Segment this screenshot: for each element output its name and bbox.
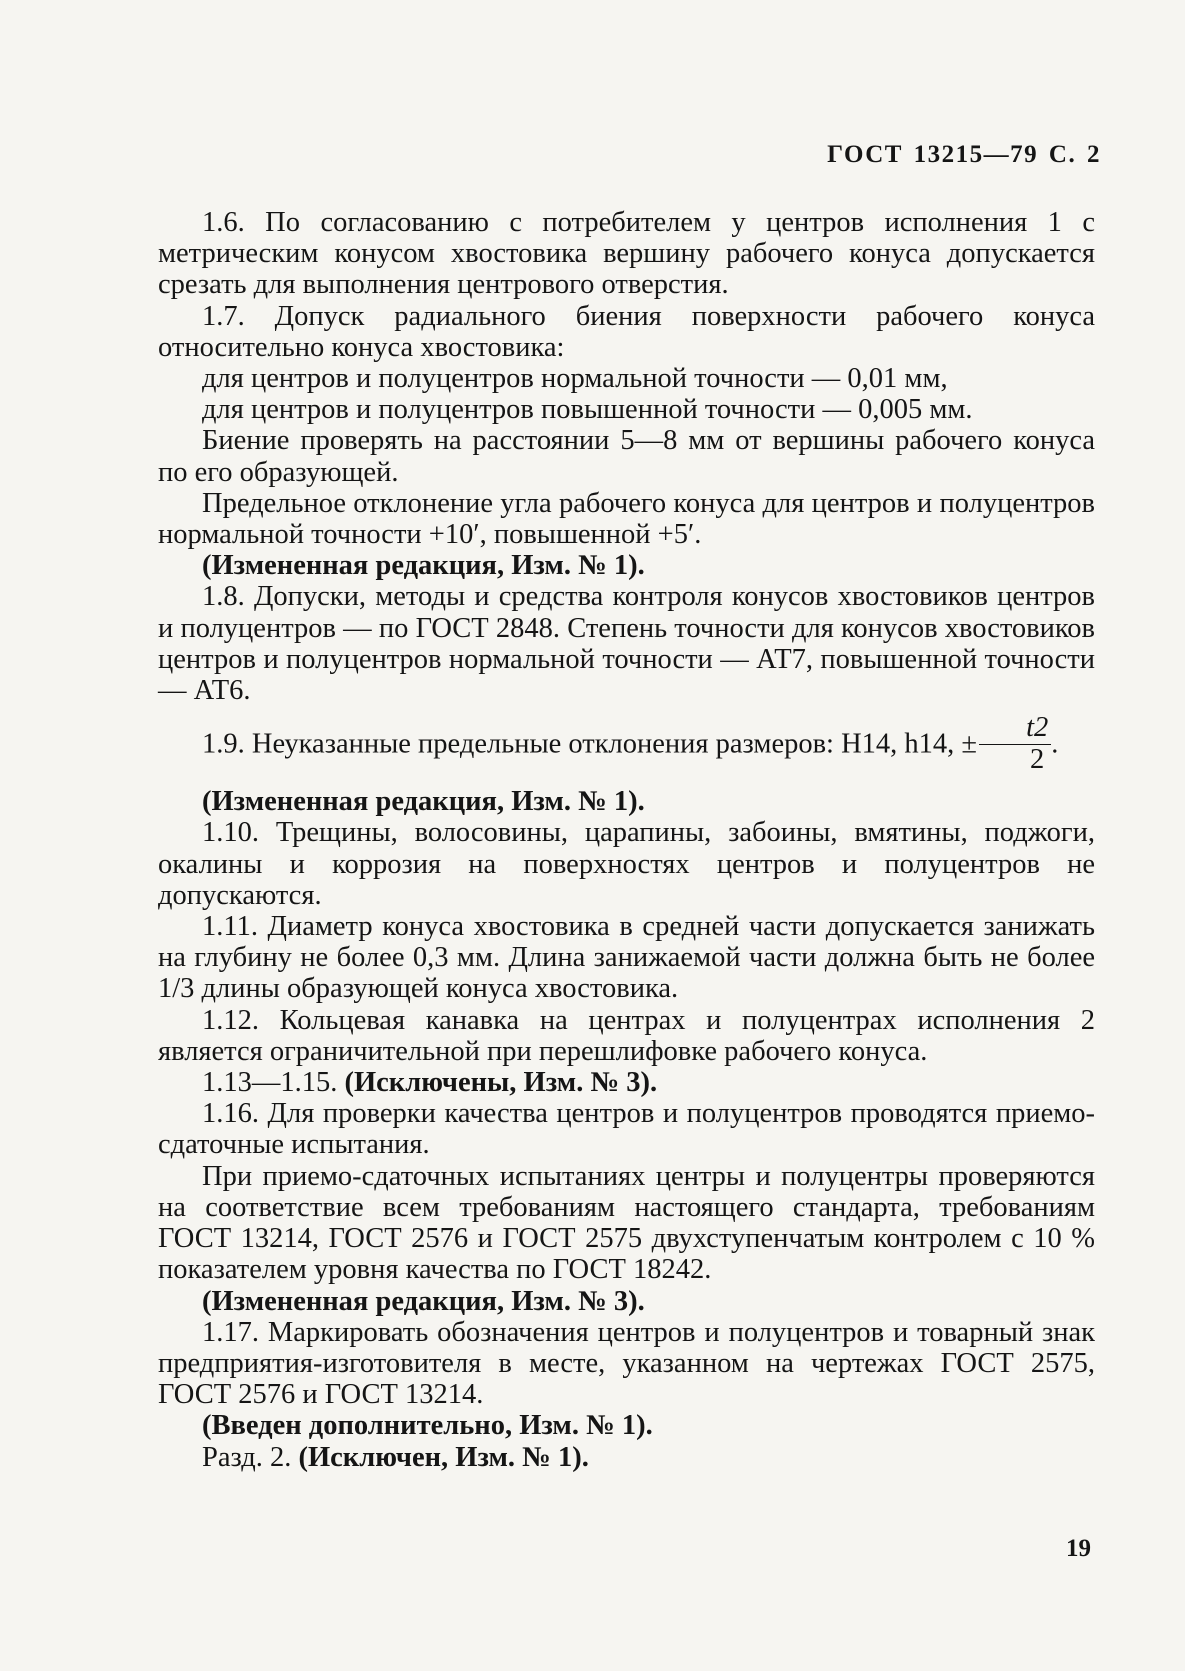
- clause-1-7-angle: Предельное отклонение угла рабочего конуса для центров и полуцентров нормальной точности +10′, повышенной +5′.: [158, 487, 1095, 551]
- clause-1-10: 1.10. Трещины, волосовины, царапины, забоины, вмятины, поджоги, окалины и коррозия на поверхностях центров и полуцентров не допускаются.: [158, 817, 1095, 911]
- section-2-excluded: (Исключен, Изм. № 1).: [298, 1441, 589, 1473]
- amendment-note: (Измененная редакция, Изм. № 1).: [202, 550, 645, 582]
- clause-1-9-text: 1.9. Неуказанные предельные отклонения размеров: Н14, h14, ±: [202, 728, 978, 760]
- clause-1-8: 1.8. Допуски, методы и средства контроля конусов хвостовиков центров и полуцентров — по ГОСТ 2848. Степень точности для конусов хвостовиков центров и полуцентров нормальной точности — АТ7, повышенной точности — АТ6.: [158, 581, 1095, 707]
- amendment-note: (Измененная редакция, Изм. № 1).: [202, 786, 645, 818]
- clause-1-9-end: .: [1051, 728, 1059, 760]
- clause-1-6: 1.6. По согласованию с потребителем у центров исполнения 1 с метрическим конусом хвостовика вершину рабочего конуса допускается срезать для выполнения центрового отверстия.: [158, 207, 1095, 301]
- addition-note: (Введен дополнительно, Изм. № 1).: [202, 1410, 653, 1442]
- document-body: [158, 207, 1095, 1473]
- page-number: 19: [1066, 1535, 1091, 1562]
- fraction-numerator: t2: [979, 714, 1051, 745]
- clause-1-7-normal: для центров и полуцентров нормальной точности — 0,01 мм,: [202, 363, 948, 395]
- section-2-note: [158, 1442, 1095, 1473]
- clause-1-11: 1.11. Диаметр конуса хвостовика в средней части допускается занижать на глубину не более 0,3 мм. Длина занижаемой части должна быть не более 1/3 длины образующей конуса хвостовика.: [158, 911, 1095, 1005]
- clause-1-9: [158, 712, 1095, 776]
- clause-1-17: 1.17. Маркировать обозначения центров и полуцентров и товарный знак предприятия-изготовителя в месте, указанном на чертежах ГОСТ 2575, ГОСТ 2576 и ГОСТ 13214.: [158, 1316, 1095, 1411]
- clause-1-16-testing: При приемо-сдаточных испытаниях центры и полуцентры проверяются на соответствие всем требованиям настоящего стандарта, требованиям ГОСТ 13214, ГОСТ 2576 и ГОСТ 2575 двухступенчатым контролем с 10 % показателем уровня качества по ГОСТ 18242.: [158, 1160, 1095, 1286]
- clause-1-13-1-15: [158, 1067, 1095, 1098]
- clause-1-7-runout: Биение проверять на расстоянии 5—8 мм от вершины рабочего конуса по его образующей.: [158, 425, 1095, 488]
- document-header: ГОСТ 13215—79 С. 2: [827, 141, 1101, 168]
- clause-1-13-label: 1.13—1.15.: [202, 1067, 345, 1099]
- amendment-note: (Измененная редакция, Изм. № 3).: [202, 1285, 645, 1317]
- clause-1-7: 1.7. Допуск радиального биения поверхности рабочего конуса относительно конуса хвостовика:: [158, 300, 1095, 363]
- clause-1-13-note: (Исключены, Изм. № 3).: [344, 1067, 658, 1099]
- clause-1-12: 1.12. Кольцевая канавка на центрах и полуцентрах исполнения 2 является ограничительной при перешлифовке рабочего конуса.: [158, 1004, 1095, 1067]
- clause-1-7-high: для центров и полуцентров повышенной точности — 0,005 мм.: [202, 394, 973, 426]
- section-2-label: Разд. 2.: [202, 1441, 299, 1473]
- fraction-denominator: 2: [1030, 743, 1045, 775]
- clause-1-16: 1.16. Для проверки качества центров и полуцентров проводятся приемо-сдаточные испытания.: [158, 1098, 1095, 1161]
- fraction: [979, 714, 1051, 774]
